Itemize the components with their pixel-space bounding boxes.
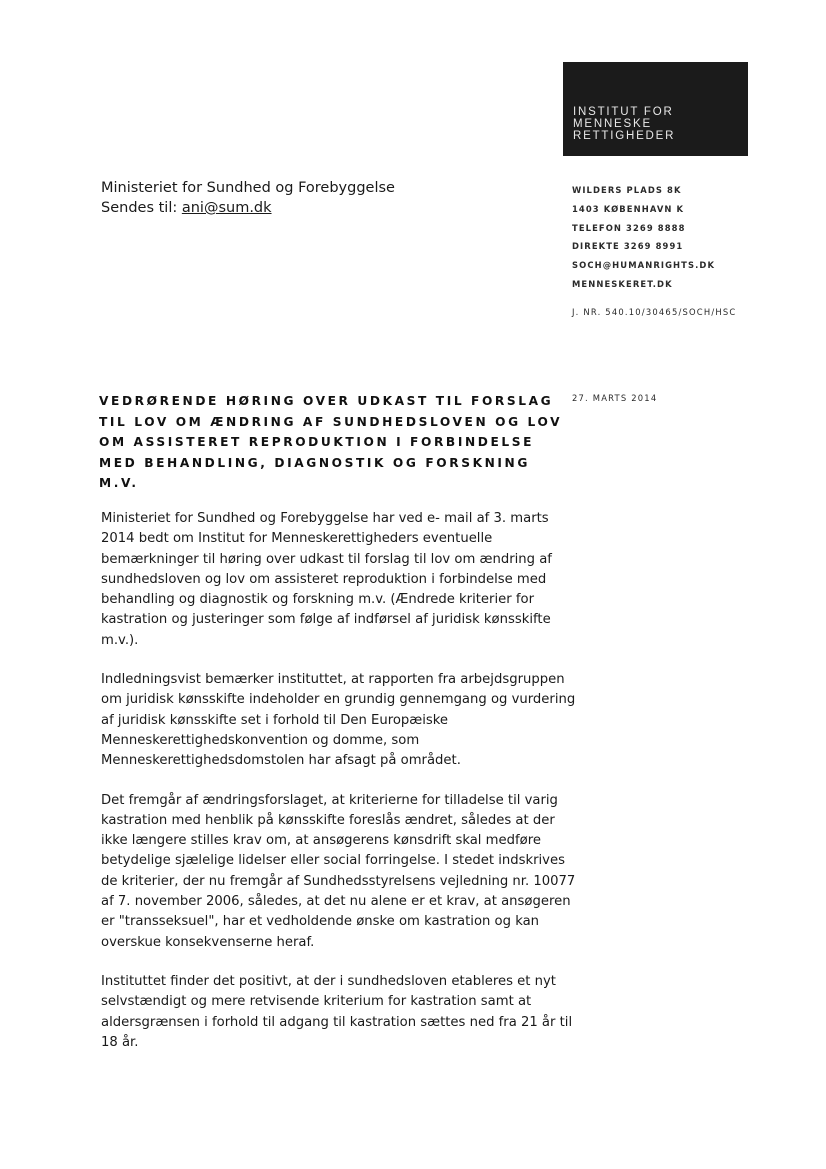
contact-address: WILDERS PLADS 8K	[572, 185, 682, 195]
body-line: kastration med henblik på kønsskifte foreslås ændret, således at der	[101, 812, 555, 828]
body-line: af 7. november 2006, således, at det nu alene er et krav, at ansøgeren	[101, 894, 571, 910]
contact-website[interactable]: MENNESKERET.DK	[572, 278, 673, 289]
title-line: M.V.	[99, 476, 139, 490]
body-line: 18 år.	[101, 1034, 139, 1050]
recipient-block	[101, 178, 395, 218]
body-line: om juridisk kønsskifte indeholder en grundig gennemgang og vurdering	[101, 692, 576, 708]
body-line: Instituttet finder det positivt, at der i sundhedsloven etableres et nyt	[101, 973, 556, 989]
recipient-send-line	[101, 198, 395, 218]
logo-line-1: INSTITUT FOR	[573, 106, 674, 118]
body-line: overskue konsekvenserne heraf.	[101, 934, 315, 950]
body-line: ikke længere stilles krav om, at ansøgerens kønsdrift skal medføre	[101, 833, 541, 849]
body-line: Indledningsvist bemærker instituttet, at rapporten fra arbejdsgruppen	[101, 672, 565, 688]
title-line: TIL LOV OM ÆNDRING AF SUNDHEDSLOVEN OG LOV	[99, 414, 563, 429]
body-line: behandling og diagnostik og forskning m.v. (Ændrede kriterier for	[101, 592, 534, 608]
title-line: OM ASSISTERET REPRODUKTION I FORBINDELSE	[99, 435, 535, 449]
body-line: Ministeriet for Sundhed og Forebyggelse har ved e- mail af 3. marts	[101, 511, 549, 526]
body-line: Menneskerettighedsdomstolen har afsagt på området.	[101, 753, 461, 769]
body-paragraph-1	[101, 509, 561, 651]
logo-line-2: MENNESKE	[573, 118, 652, 130]
body-line: 2014 bedt om Institut for Menneskerettigheders eventuelle	[101, 531, 493, 547]
body-line: sundhedsloven og lov om assisteret reproduktion i forbindelse med	[101, 571, 547, 587]
body-line: af juridisk kønsskifte set i forhold til Den Europæiske	[101, 712, 449, 728]
contact-city: 1403 KØBENHAVN K	[572, 203, 685, 214]
logo-line-3: RETTIGHEDER	[573, 130, 676, 142]
body-paragraph-4	[101, 972, 573, 1053]
contact-email[interactable]: SOCH@HUMANRIGHTS.DK	[572, 260, 716, 271]
recipient-name: Ministeriet for Sundhed og Forebyggelse	[101, 180, 395, 196]
contact-phone: TELEFON 3269 8888	[572, 222, 686, 233]
body-line: selvstændigt og mere retvisende kriterium for kastration samt at	[101, 994, 532, 1010]
contact-direct: DIREKTE 3269 8991	[572, 241, 684, 252]
title-line: VEDRØRENDE HØRING OVER UDKAST TIL FORSLAG	[99, 394, 554, 408]
body-line: kastration og justeringer som følge af indførsel af juridisk kønsskifte	[101, 612, 551, 628]
send-to-label: Sendes til:	[101, 200, 182, 216]
body-paragraph-2	[101, 670, 576, 771]
letter-title	[99, 391, 564, 494]
body-line: de kriterier, der nu fremgår af Sundhedsstyrelsens vejledning nr. 10077	[101, 873, 576, 889]
letter-date: 27. MARTS 2014	[572, 393, 658, 403]
body-line: aldersgrænsen i forhold til adgang til kastration sættes ned fra 21 år til	[101, 1014, 573, 1030]
body-line: er "transseksuel", har et vedholdende ønske om kastration og kan	[101, 914, 540, 930]
body-line: bemærkninger til høring over udkast til forslag til lov om ændring af	[101, 551, 552, 567]
institute-logo	[563, 62, 748, 156]
journal-number: J. NR. 540.10/30465/SOCH/HSC	[572, 307, 737, 317]
recipient-email-link[interactable]: ani@sum.dk	[181, 200, 272, 216]
title-line: MED BEHANDLING, DIAGNOSTIK OG FORSKNING	[99, 455, 530, 470]
letter-body	[101, 509, 576, 1072]
body-line: betydelige sjælelige lidelser eller social forringelse. I stedet indskrives	[101, 853, 565, 869]
body-paragraph-3	[101, 791, 576, 953]
body-line: Menneskerettighedskonvention og domme, som	[101, 732, 420, 748]
body-line: Det fremgår af ændringsforslaget, at kriterierne for tilladelse til varig	[101, 792, 558, 808]
contact-block	[572, 181, 715, 294]
body-line: m.v.).	[101, 632, 139, 648]
